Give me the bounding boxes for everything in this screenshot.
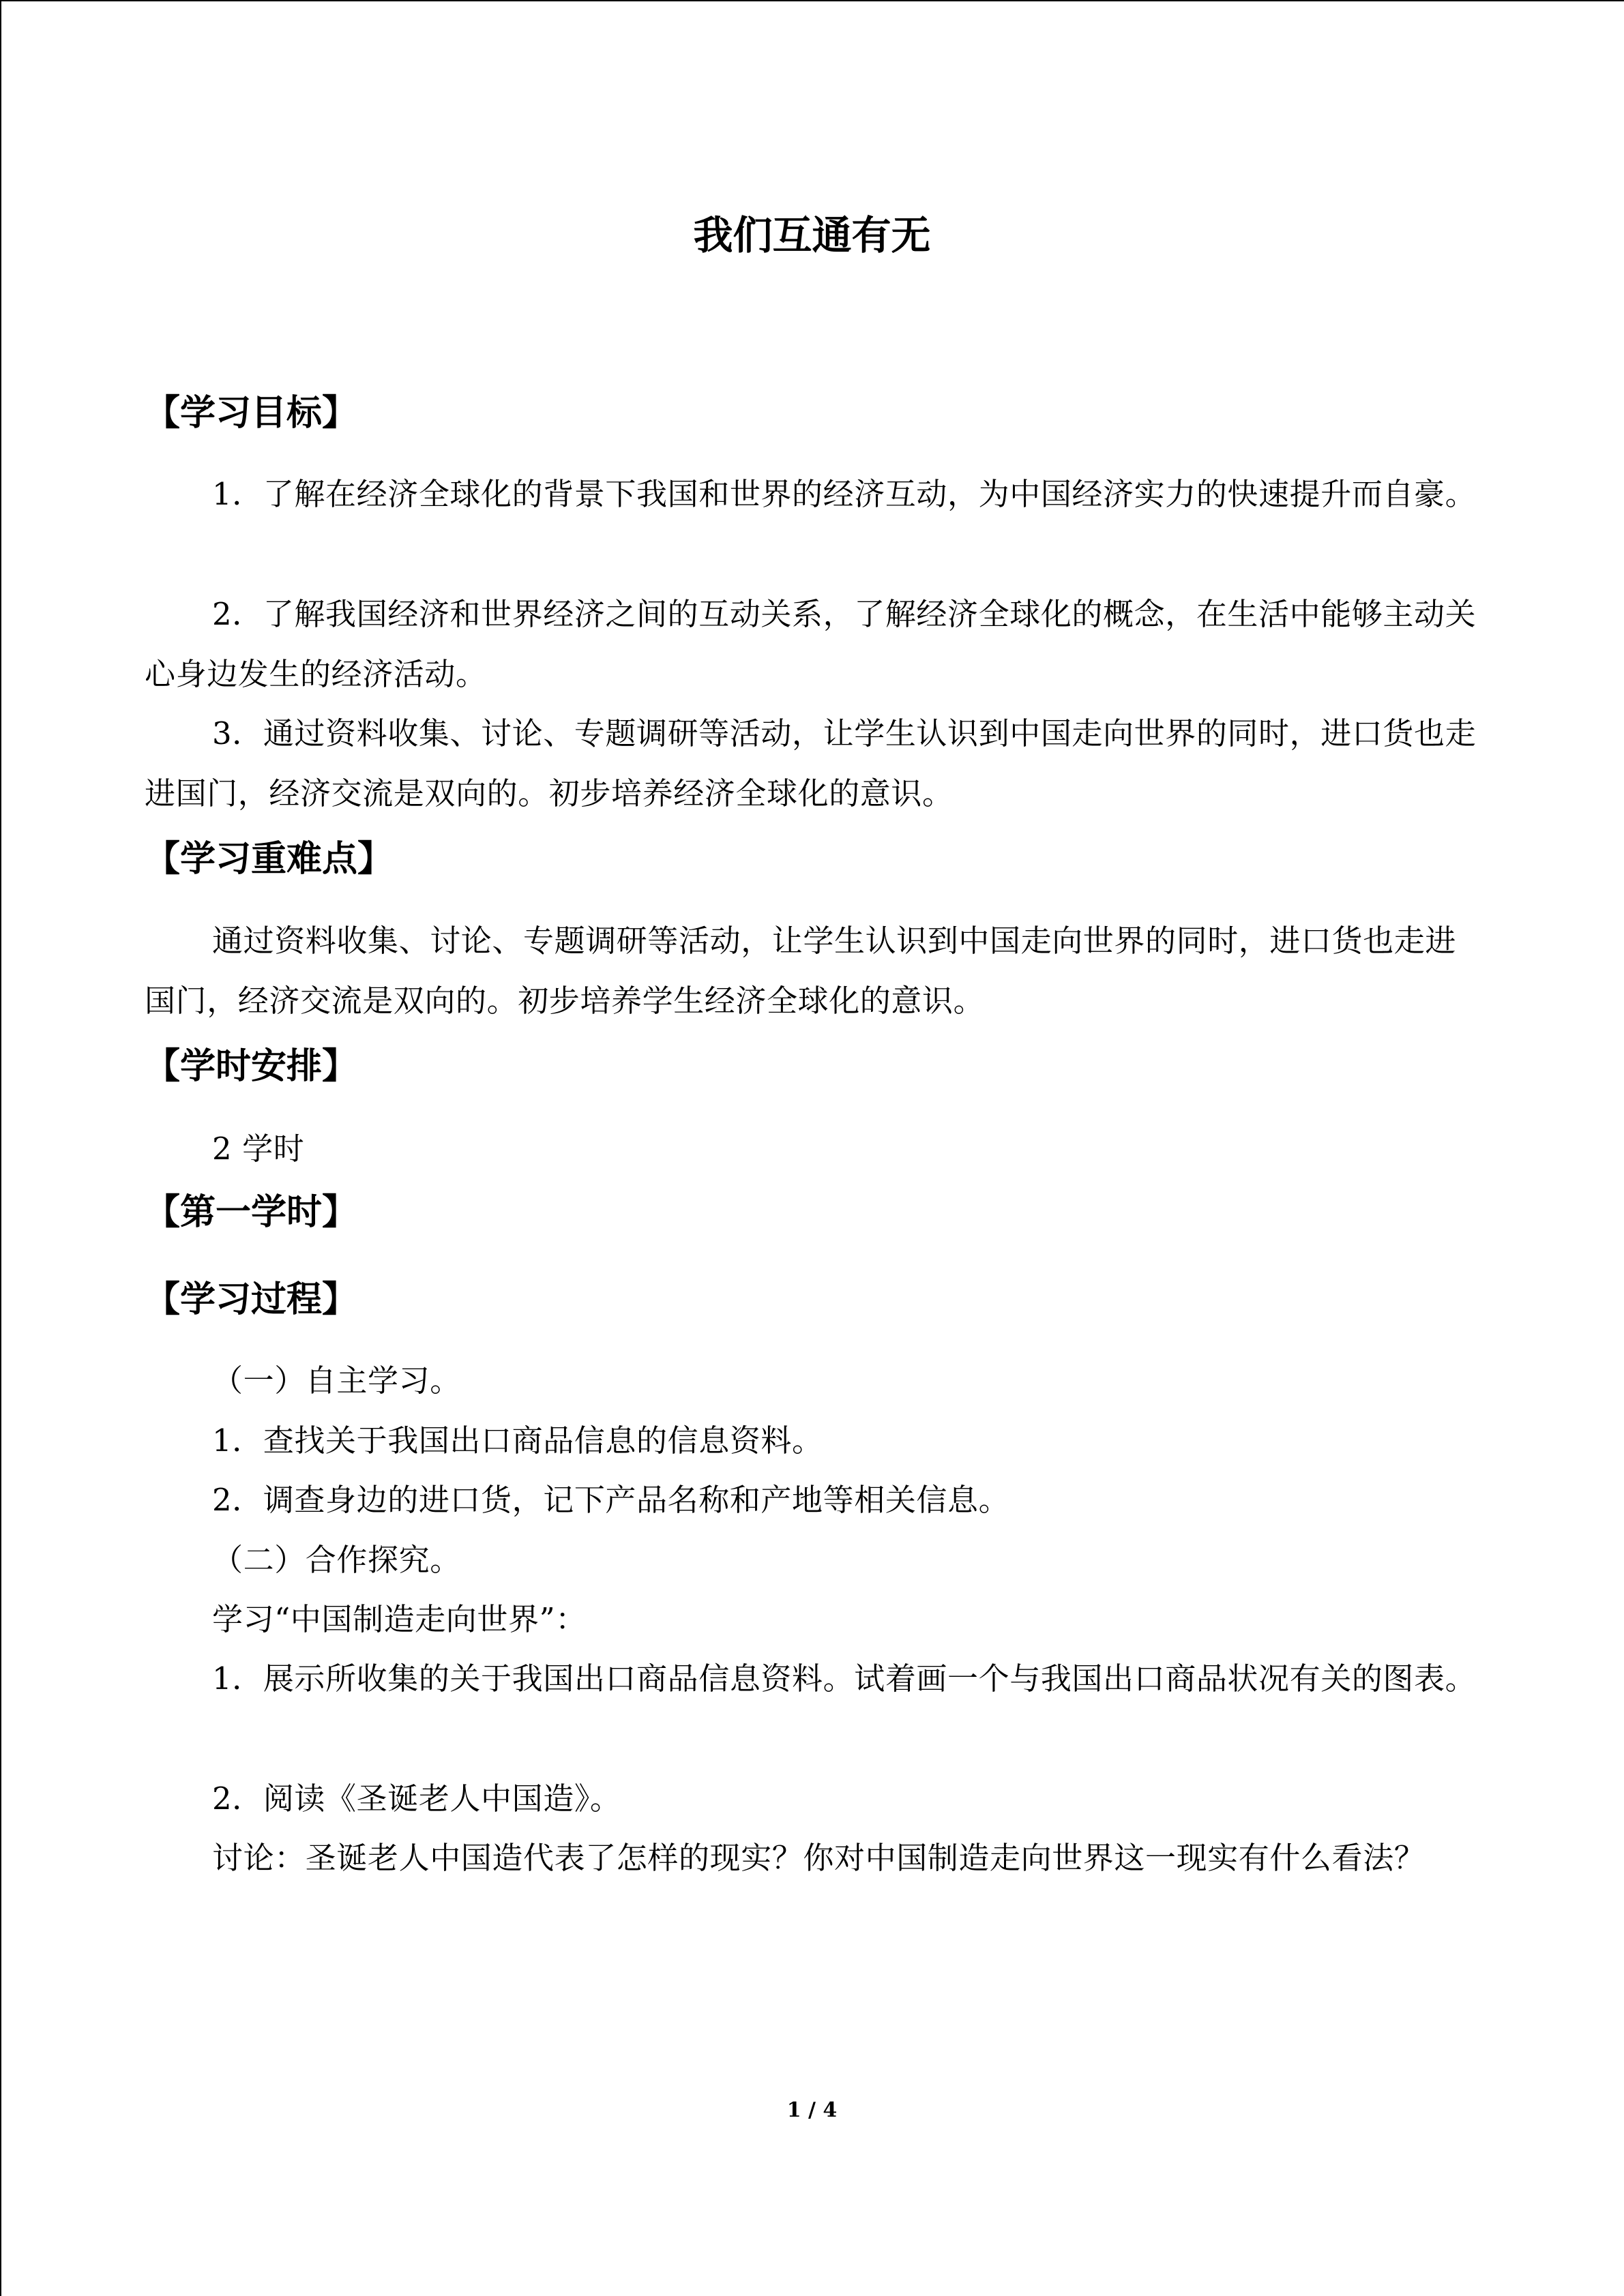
self-study-item-1: 1．查找关于我国出口商品信息的信息资料。 bbox=[212, 1422, 823, 1459]
coop-heading: （二）合作探究。 bbox=[212, 1542, 461, 1578]
heading-objectives: 【学习目标】 bbox=[145, 392, 358, 434]
self-study-item-2: 2．调查身边的进口货，记下产品名称和产地等相关信息。 bbox=[212, 1482, 1010, 1518]
key-points-text: 通过资料收集、讨论、专题调研等活动，让学生认识到中国走向世界的同时，进口货也走进国门，经济交流是双向的。初步培养学生经济全球化的意识。 bbox=[145, 923, 1457, 1019]
objective-item-2: 2．了解我国经济和世界经济之间的互动关系，了解经济全球化的概念，在生活中能够主动关心身边发生的经济活动。 bbox=[145, 596, 1477, 692]
heading-schedule: 【学时安排】 bbox=[145, 1045, 358, 1087]
discussion-text: 讨论：圣诞老人中国造代表了怎样的现实？你对中国制造走向世界这一现实有什么看法？ bbox=[212, 1840, 1426, 1876]
coop-intro: 学习“中国制造走向世界”： bbox=[212, 1601, 587, 1637]
document-title: 我们互通有无 bbox=[693, 212, 931, 258]
schedule-text: 2 学时 bbox=[212, 1131, 305, 1167]
objective-item-1: 1．了解在经济全球化的背景下我国和世界的经济互动，为中国经济实力的快速提升而自豪。 bbox=[212, 476, 1477, 512]
heading-first-period: 【第一学时】 bbox=[145, 1191, 358, 1233]
heading-process: 【学习过程】 bbox=[145, 1279, 358, 1320]
coop-item-2: 2．阅读《圣诞老人中国造》。 bbox=[212, 1780, 621, 1817]
coop-item-1: 1．展示所收集的关于我国出口商品信息资料。试着画一个与我国出口商品状况有关的图表。 bbox=[212, 1660, 1477, 1697]
heading-key-points: 【学习重难点】 bbox=[145, 838, 394, 880]
self-study-heading: （一）自主学习。 bbox=[212, 1362, 461, 1399]
objective-item-3: 3．通过资料收集、讨论、专题调研等活动，让学生认识到中国走向世界的同时，进口货也走进国门，经济交流是双向的。初步培养经济全球化的意识。 bbox=[145, 715, 1477, 811]
page-number: 1 / 4 bbox=[786, 2098, 838, 2122]
